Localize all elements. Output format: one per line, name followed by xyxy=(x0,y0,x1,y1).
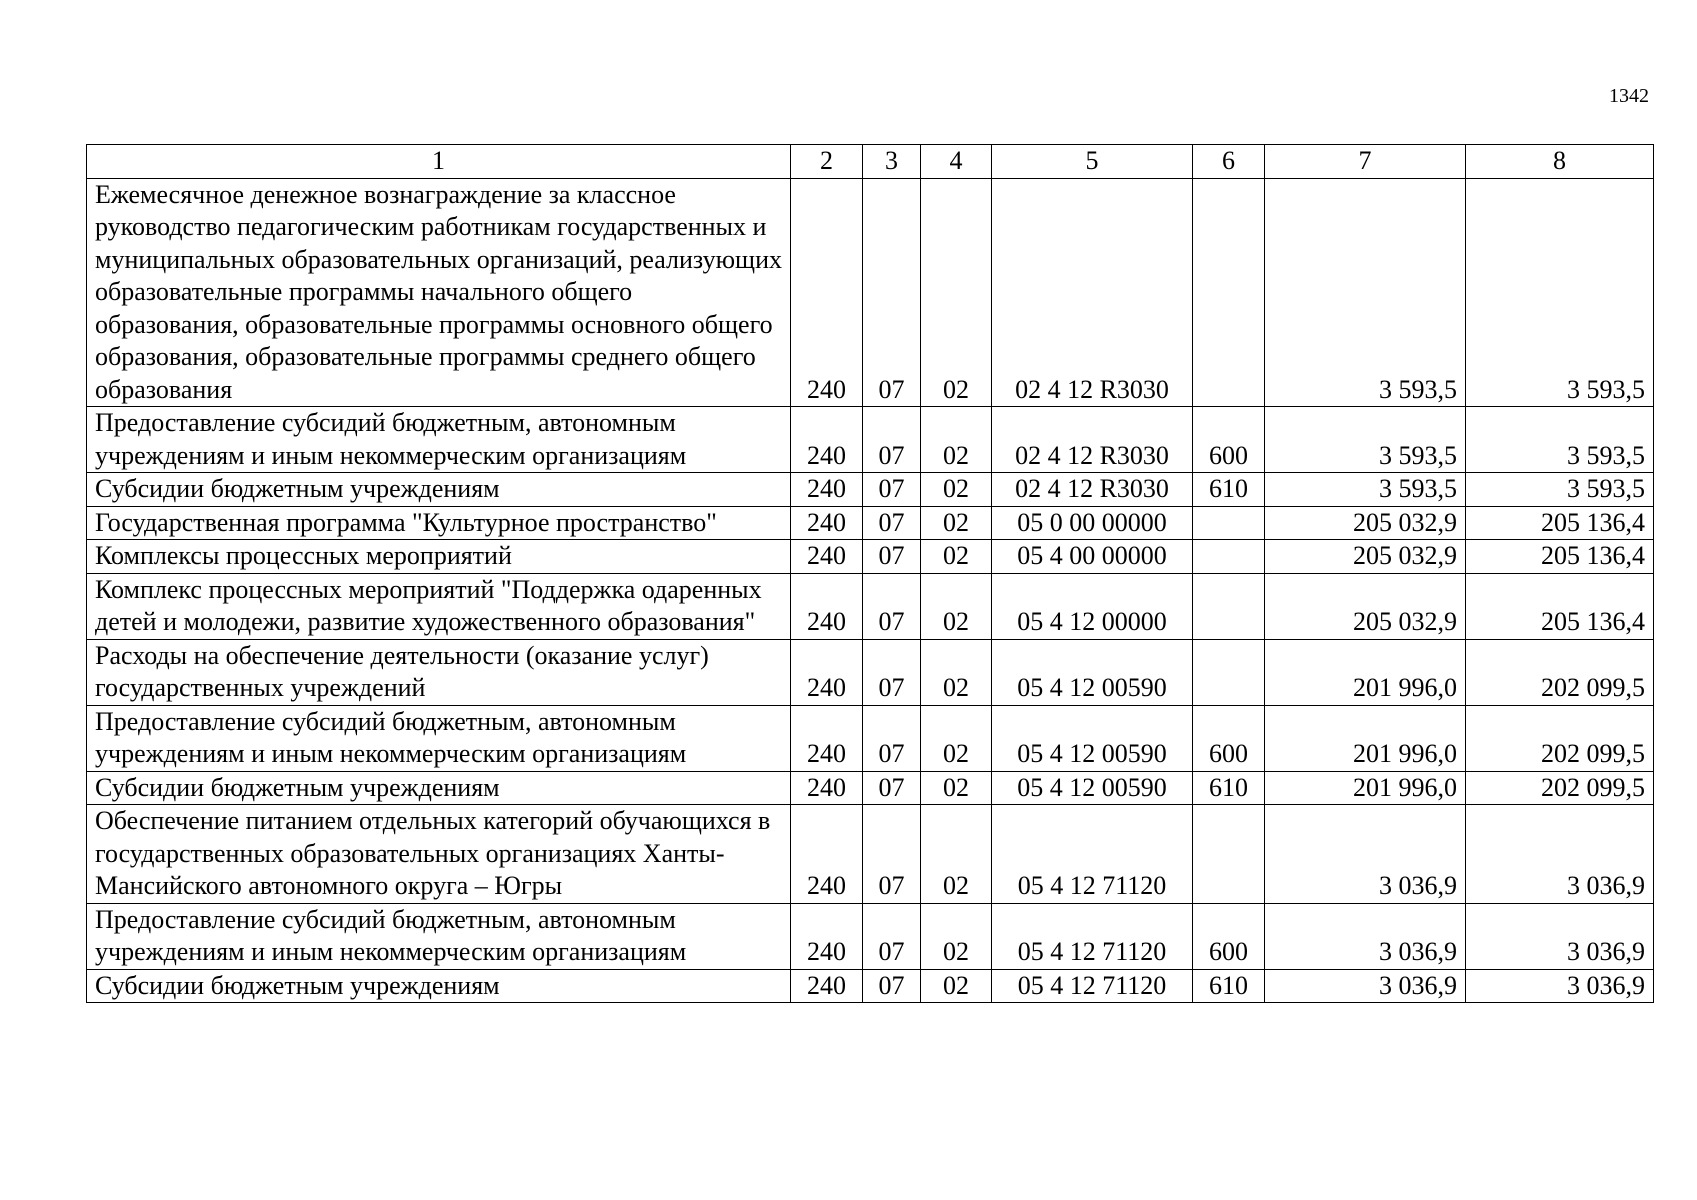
cell-col-4: 02 xyxy=(921,639,992,705)
header-row xyxy=(87,145,1654,179)
cell-col-3: 07 xyxy=(863,506,921,540)
cell-col-3: 07 xyxy=(863,473,921,507)
column-header-5: 5 xyxy=(992,145,1193,179)
cell-col-7: 3 593,5 xyxy=(1265,178,1466,407)
cell-col-8: 3 036,9 xyxy=(1466,805,1654,904)
cell-col-8: 202 099,5 xyxy=(1466,639,1654,705)
cell-col-2: 240 xyxy=(791,639,863,705)
cell-col-3: 07 xyxy=(863,771,921,805)
row-name-cell: Ежемесячное денежное вознаграждение за классное руководство педагогическим работникам государственных и муниципальных образовательных организаций, реализующих образовательные программы начального общего образования, образовательные программы основного общего образования, образовательные программы среднего общего образования xyxy=(87,178,791,407)
cell-col-4: 02 xyxy=(921,771,992,805)
budget-table xyxy=(86,144,1654,1003)
cell-col-2: 240 xyxy=(791,540,863,574)
cell-col-4: 02 xyxy=(921,969,992,1003)
cell-col-2: 240 xyxy=(791,771,863,805)
cell-col-2: 240 xyxy=(791,178,863,407)
cell-col-7: 3 593,5 xyxy=(1265,473,1466,507)
cell-col-6 xyxy=(1193,639,1265,705)
cell-col-6 xyxy=(1193,540,1265,574)
row-name-cell: Субсидии бюджетным учреждениям xyxy=(87,969,791,1003)
cell-col-5: 05 4 12 00000 xyxy=(992,573,1193,639)
cell-col-6 xyxy=(1193,506,1265,540)
cell-col-5: 02 4 12 R3030 xyxy=(992,473,1193,507)
column-header-3: 3 xyxy=(863,145,921,179)
cell-col-2: 240 xyxy=(791,705,863,771)
table-row xyxy=(87,473,1654,507)
column-header-6: 6 xyxy=(1193,145,1265,179)
cell-col-2: 240 xyxy=(791,407,863,473)
cell-col-5: 05 4 00 00000 xyxy=(992,540,1193,574)
table-row xyxy=(87,178,1654,407)
cell-col-2: 240 xyxy=(791,903,863,969)
cell-col-7: 201 996,0 xyxy=(1265,771,1466,805)
cell-col-4: 02 xyxy=(921,540,992,574)
cell-col-2: 240 xyxy=(791,969,863,1003)
cell-col-7: 205 032,9 xyxy=(1265,540,1466,574)
row-name-cell: Предоставление субсидий бюджетным, автономным учреждениям и иным некоммерческим организациям xyxy=(87,705,791,771)
cell-col-3: 07 xyxy=(863,407,921,473)
cell-col-6: 610 xyxy=(1193,771,1265,805)
table-row xyxy=(87,805,1654,904)
row-name-cell: Комплекс процессных мероприятий "Поддержка одаренных детей и молодежи, развитие художественного образования" xyxy=(87,573,791,639)
cell-col-5: 02 4 12 R3030 xyxy=(992,407,1193,473)
row-name-cell: Расходы на обеспечение деятельности (оказание услуг) государственных учреждений xyxy=(87,639,791,705)
table-row xyxy=(87,407,1654,473)
cell-col-6: 600 xyxy=(1193,705,1265,771)
cell-col-7: 3 036,9 xyxy=(1265,969,1466,1003)
table-row xyxy=(87,639,1654,705)
table-row xyxy=(87,540,1654,574)
row-name-cell: Субсидии бюджетным учреждениям xyxy=(87,473,791,507)
cell-col-8: 202 099,5 xyxy=(1466,771,1654,805)
table-row xyxy=(87,573,1654,639)
cell-col-4: 02 xyxy=(921,506,992,540)
cell-col-6 xyxy=(1193,573,1265,639)
page-number: 1342 xyxy=(1609,85,1649,107)
cell-col-2: 240 xyxy=(791,805,863,904)
column-header-8: 8 xyxy=(1466,145,1654,179)
cell-col-5: 02 4 12 R3030 xyxy=(992,178,1193,407)
cell-col-6 xyxy=(1193,178,1265,407)
row-name-cell: Комплексы процессных мероприятий xyxy=(87,540,791,574)
cell-col-4: 02 xyxy=(921,178,992,407)
cell-col-2: 240 xyxy=(791,473,863,507)
column-header-1: 1 xyxy=(87,145,791,179)
cell-col-7: 201 996,0 xyxy=(1265,705,1466,771)
row-name-cell: Предоставление субсидий бюджетным, автономным учреждениям и иным некоммерческим организациям xyxy=(87,903,791,969)
cell-col-8: 3 036,9 xyxy=(1466,903,1654,969)
cell-col-6: 600 xyxy=(1193,407,1265,473)
cell-col-8: 3 036,9 xyxy=(1466,969,1654,1003)
cell-col-6: 610 xyxy=(1193,473,1265,507)
row-name-cell: Предоставление субсидий бюджетным, автономным учреждениям и иным некоммерческим организациям xyxy=(87,407,791,473)
cell-col-2: 240 xyxy=(791,506,863,540)
row-name-cell: Субсидии бюджетным учреждениям xyxy=(87,771,791,805)
cell-col-7: 3 593,5 xyxy=(1265,407,1466,473)
cell-col-6: 600 xyxy=(1193,903,1265,969)
cell-col-7: 201 996,0 xyxy=(1265,639,1466,705)
column-header-2: 2 xyxy=(791,145,863,179)
cell-col-2: 240 xyxy=(791,573,863,639)
cell-col-8: 3 593,5 xyxy=(1466,407,1654,473)
cell-col-8: 205 136,4 xyxy=(1466,540,1654,574)
column-header-7: 7 xyxy=(1265,145,1466,179)
cell-col-4: 02 xyxy=(921,805,992,904)
cell-col-7: 205 032,9 xyxy=(1265,506,1466,540)
cell-col-3: 07 xyxy=(863,969,921,1003)
cell-col-4: 02 xyxy=(921,573,992,639)
cell-col-4: 02 xyxy=(921,705,992,771)
cell-col-5: 05 4 12 71120 xyxy=(992,805,1193,904)
cell-col-5: 05 4 12 00590 xyxy=(992,705,1193,771)
cell-col-7: 205 032,9 xyxy=(1265,573,1466,639)
cell-col-7: 3 036,9 xyxy=(1265,903,1466,969)
cell-col-4: 02 xyxy=(921,903,992,969)
cell-col-5: 05 4 12 00590 xyxy=(992,771,1193,805)
cell-col-3: 07 xyxy=(863,573,921,639)
cell-col-8: 3 593,5 xyxy=(1466,473,1654,507)
row-name-cell: Обеспечение питанием отдельных категорий обучающихся в государственных образовательных организациях Ханты-Мансийского автономного округа – Югры xyxy=(87,805,791,904)
column-header-4: 4 xyxy=(921,145,992,179)
cell-col-4: 02 xyxy=(921,473,992,507)
cell-col-3: 07 xyxy=(863,178,921,407)
cell-col-4: 02 xyxy=(921,407,992,473)
cell-col-3: 07 xyxy=(863,705,921,771)
cell-col-3: 07 xyxy=(863,639,921,705)
cell-col-6 xyxy=(1193,805,1265,904)
cell-col-8: 205 136,4 xyxy=(1466,506,1654,540)
cell-col-3: 07 xyxy=(863,540,921,574)
cell-col-8: 205 136,4 xyxy=(1466,573,1654,639)
table-row xyxy=(87,771,1654,805)
cell-col-8: 3 593,5 xyxy=(1466,178,1654,407)
row-name-cell: Государственная программа "Культурное пространство" xyxy=(87,506,791,540)
cell-col-5: 05 4 12 71120 xyxy=(992,903,1193,969)
table-row xyxy=(87,969,1654,1003)
table-row xyxy=(87,705,1654,771)
table-row xyxy=(87,506,1654,540)
cell-col-5: 05 4 12 00590 xyxy=(992,639,1193,705)
cell-col-7: 3 036,9 xyxy=(1265,805,1466,904)
table-row xyxy=(87,903,1654,969)
cell-col-3: 07 xyxy=(863,805,921,904)
cell-col-3: 07 xyxy=(863,903,921,969)
cell-col-5: 05 0 00 00000 xyxy=(992,506,1193,540)
cell-col-6: 610 xyxy=(1193,969,1265,1003)
cell-col-8: 202 099,5 xyxy=(1466,705,1654,771)
cell-col-5: 05 4 12 71120 xyxy=(992,969,1193,1003)
